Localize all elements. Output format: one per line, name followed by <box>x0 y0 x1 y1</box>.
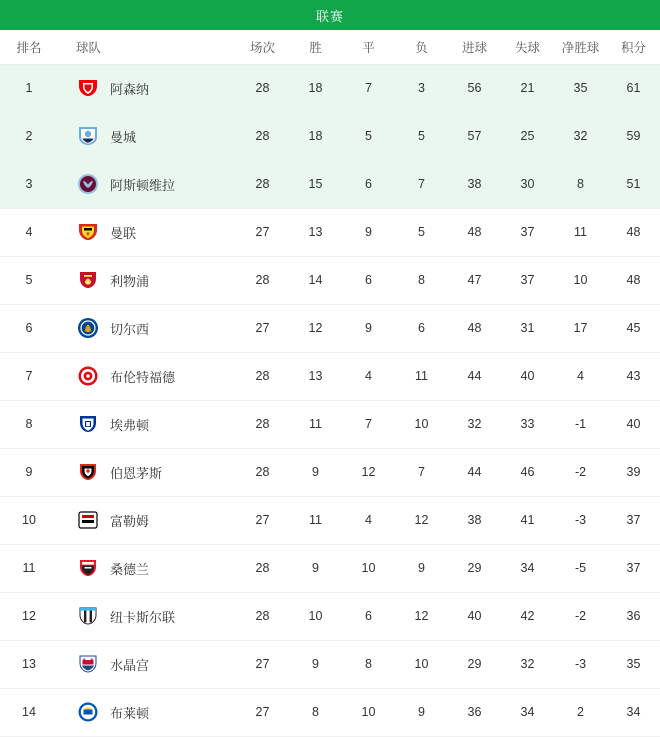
cell-team[interactable] <box>58 448 236 496</box>
cell-team[interactable] <box>58 592 236 640</box>
cell-points: 48 <box>607 256 660 304</box>
cell-points: 61 <box>607 64 660 112</box>
cell-goals-against: 37 <box>501 208 554 256</box>
cell-played: 27 <box>236 496 289 544</box>
cell-team[interactable] <box>58 544 236 592</box>
cell-rank: 13 <box>0 640 58 688</box>
team-name: 埃弗顿 <box>110 417 150 433</box>
cell-draw: 4 <box>342 496 395 544</box>
cell-played: 27 <box>236 688 289 736</box>
cell-loss: 12 <box>395 592 448 640</box>
cell-draw: 10 <box>342 688 395 736</box>
cell-goal-diff: -5 <box>554 544 607 592</box>
cell-points: 43 <box>607 352 660 400</box>
cell-draw: 4 <box>342 352 395 400</box>
cell-win: 8 <box>289 688 342 736</box>
team-cell <box>76 412 235 436</box>
cell-loss: 5 <box>395 112 448 160</box>
cell-team[interactable] <box>58 400 236 448</box>
cell-draw: 6 <box>342 592 395 640</box>
fulham-crest <box>76 508 100 532</box>
table-row[interactable] <box>0 256 660 304</box>
cell-played: 28 <box>236 352 289 400</box>
cell-team[interactable] <box>58 112 236 160</box>
team-name: 切尔西 <box>110 321 150 337</box>
cell-team[interactable] <box>58 160 236 208</box>
team-cell <box>76 604 235 628</box>
team-cell <box>76 460 235 484</box>
man-city-crest <box>76 124 100 148</box>
cell-loss: 8 <box>395 256 448 304</box>
cell-rank: 12 <box>0 592 58 640</box>
cell-points: 36 <box>607 592 660 640</box>
cell-goals-for: 38 <box>448 496 501 544</box>
cell-goals-against: 46 <box>501 448 554 496</box>
cell-rank: 2 <box>0 112 58 160</box>
cell-win: 12 <box>289 304 342 352</box>
column-header-loss: 负 <box>395 30 448 64</box>
cell-goals-for: 29 <box>448 544 501 592</box>
cell-goals-against: 30 <box>501 160 554 208</box>
table-row[interactable] <box>0 496 660 544</box>
cell-goals-against: 37 <box>501 256 554 304</box>
cell-goals-for: 56 <box>448 64 501 112</box>
team-cell <box>76 220 235 244</box>
cell-points: 37 <box>607 496 660 544</box>
cell-played: 28 <box>236 400 289 448</box>
team-cell <box>76 124 235 148</box>
cell-rank: 6 <box>0 304 58 352</box>
team-name: 阿森纳 <box>110 81 150 97</box>
cell-draw: 6 <box>342 160 395 208</box>
table-row[interactable] <box>0 640 660 688</box>
cell-goals-for: 40 <box>448 592 501 640</box>
cell-points: 34 <box>607 688 660 736</box>
cell-goal-diff: -2 <box>554 448 607 496</box>
cell-goal-diff: 4 <box>554 352 607 400</box>
cell-goal-diff: 2 <box>554 688 607 736</box>
cell-goal-diff: 35 <box>554 64 607 112</box>
team-cell <box>76 268 235 292</box>
column-header-draw: 平 <box>342 30 395 64</box>
cell-loss: 7 <box>395 160 448 208</box>
team-name: 富勒姆 <box>110 513 150 529</box>
team-cell <box>76 76 235 100</box>
bournemouth-crest <box>76 460 100 484</box>
column-header-ga: 失球 <box>501 30 554 64</box>
team-cell <box>76 316 235 340</box>
table-row[interactable] <box>0 208 660 256</box>
cell-win: 14 <box>289 256 342 304</box>
cell-draw: 7 <box>342 64 395 112</box>
team-cell <box>76 364 235 388</box>
cell-draw: 9 <box>342 304 395 352</box>
cell-win: 10 <box>289 592 342 640</box>
standings-table <box>0 30 660 737</box>
cell-points: 39 <box>607 448 660 496</box>
cell-goals-for: 44 <box>448 352 501 400</box>
team-cell <box>76 172 235 196</box>
cell-win: 9 <box>289 448 342 496</box>
cell-rank: 10 <box>0 496 58 544</box>
page-title-bar <box>0 0 660 30</box>
table-row[interactable] <box>0 688 660 736</box>
table-header-row <box>0 30 660 64</box>
team-cell <box>76 508 235 532</box>
cell-goals-for: 36 <box>448 688 501 736</box>
cell-points: 37 <box>607 544 660 592</box>
cell-played: 28 <box>236 256 289 304</box>
cell-goal-diff: -2 <box>554 592 607 640</box>
cell-draw: 7 <box>342 400 395 448</box>
team-cell <box>76 700 235 724</box>
cell-goal-diff: 8 <box>554 160 607 208</box>
cell-team[interactable] <box>58 256 236 304</box>
team-name: 布伦特福德 <box>110 369 176 385</box>
cell-goals-for: 44 <box>448 448 501 496</box>
cell-team[interactable] <box>58 352 236 400</box>
cell-played: 28 <box>236 544 289 592</box>
cell-team[interactable] <box>58 688 236 736</box>
cell-goal-diff: -3 <box>554 640 607 688</box>
team-name: 伯恩茅斯 <box>110 465 163 481</box>
cell-win: 13 <box>289 208 342 256</box>
column-header-rank: 排名 <box>0 30 58 64</box>
column-header-points: 积分 <box>607 30 660 64</box>
cell-played: 28 <box>236 160 289 208</box>
table-row[interactable] <box>0 64 660 112</box>
cell-win: 18 <box>289 64 342 112</box>
cell-loss: 11 <box>395 352 448 400</box>
team-name: 桑德兰 <box>110 561 150 577</box>
cell-points: 51 <box>607 160 660 208</box>
table-row[interactable] <box>0 400 660 448</box>
cell-rank: 4 <box>0 208 58 256</box>
cell-goals-against: 40 <box>501 352 554 400</box>
cell-played: 28 <box>236 592 289 640</box>
cell-played: 27 <box>236 304 289 352</box>
cell-rank: 3 <box>0 160 58 208</box>
team-name: 布莱顿 <box>110 705 150 721</box>
cell-draw: 12 <box>342 448 395 496</box>
cell-goal-diff: 10 <box>554 256 607 304</box>
cell-win: 15 <box>289 160 342 208</box>
column-header-team: 球队 <box>58 30 236 64</box>
cell-draw: 10 <box>342 544 395 592</box>
cell-goals-against: 21 <box>501 64 554 112</box>
team-name: 阿斯顿维拉 <box>110 177 176 193</box>
everton-crest <box>76 412 100 436</box>
cell-goals-against: 32 <box>501 640 554 688</box>
table-row[interactable] <box>0 592 660 640</box>
column-header-gf: 进球 <box>448 30 501 64</box>
cell-points: 35 <box>607 640 660 688</box>
cell-goals-against: 34 <box>501 544 554 592</box>
cell-rank: 7 <box>0 352 58 400</box>
column-header-win: 胜 <box>289 30 342 64</box>
table-row[interactable] <box>0 352 660 400</box>
cell-rank: 11 <box>0 544 58 592</box>
team-name: 水晶宫 <box>110 657 150 673</box>
team-name: 纽卡斯尔联 <box>110 609 176 625</box>
cell-goal-diff: 17 <box>554 304 607 352</box>
cell-loss: 7 <box>395 448 448 496</box>
cell-goals-for: 47 <box>448 256 501 304</box>
cell-goal-diff: 32 <box>554 112 607 160</box>
cell-points: 59 <box>607 112 660 160</box>
liverpool-crest <box>76 268 100 292</box>
cell-draw: 6 <box>342 256 395 304</box>
cell-goals-for: 57 <box>448 112 501 160</box>
newcastle-crest <box>76 604 100 628</box>
cell-draw: 9 <box>342 208 395 256</box>
chelsea-crest <box>76 316 100 340</box>
cell-win: 13 <box>289 352 342 400</box>
cell-loss: 9 <box>395 544 448 592</box>
cell-loss: 12 <box>395 496 448 544</box>
table-row[interactable] <box>0 304 660 352</box>
cell-loss: 10 <box>395 640 448 688</box>
cell-win: 11 <box>289 496 342 544</box>
cell-played: 28 <box>236 448 289 496</box>
cell-rank: 9 <box>0 448 58 496</box>
cell-played: 28 <box>236 64 289 112</box>
cell-goals-for: 48 <box>448 208 501 256</box>
cell-goals-for: 38 <box>448 160 501 208</box>
team-name: 利物浦 <box>110 273 150 289</box>
team-name: 曼城 <box>110 129 137 145</box>
team-name: 曼联 <box>110 225 137 241</box>
cell-loss: 3 <box>395 64 448 112</box>
cell-goals-against: 34 <box>501 688 554 736</box>
cell-played: 27 <box>236 208 289 256</box>
cell-points: 40 <box>607 400 660 448</box>
cell-goal-diff: -1 <box>554 400 607 448</box>
cell-played: 28 <box>236 112 289 160</box>
brighton-crest <box>76 700 100 724</box>
man-united-crest <box>76 220 100 244</box>
cell-loss: 10 <box>395 400 448 448</box>
cell-goals-for: 29 <box>448 640 501 688</box>
cell-goal-diff: 11 <box>554 208 607 256</box>
cell-rank: 1 <box>0 64 58 112</box>
cell-win: 11 <box>289 400 342 448</box>
cell-draw: 8 <box>342 640 395 688</box>
cell-goals-against: 31 <box>501 304 554 352</box>
cell-loss: 9 <box>395 688 448 736</box>
cell-goal-diff: -3 <box>554 496 607 544</box>
column-header-gd: 净胜球 <box>554 30 607 64</box>
cell-loss: 5 <box>395 208 448 256</box>
cell-points: 48 <box>607 208 660 256</box>
team-cell <box>76 556 235 580</box>
cell-draw: 5 <box>342 112 395 160</box>
cell-goals-against: 41 <box>501 496 554 544</box>
brentford-crest <box>76 364 100 388</box>
page-title: 联赛 <box>315 8 344 24</box>
cell-win: 18 <box>289 112 342 160</box>
cell-team[interactable] <box>58 208 236 256</box>
table-row[interactable] <box>0 544 660 592</box>
crystal-palace-crest <box>76 652 100 676</box>
cell-rank: 5 <box>0 256 58 304</box>
cell-team[interactable] <box>58 304 236 352</box>
arsenal-crest <box>76 76 100 100</box>
sunderland-crest <box>76 556 100 580</box>
cell-points: 45 <box>607 304 660 352</box>
cell-win: 9 <box>289 640 342 688</box>
cell-goals-for: 32 <box>448 400 501 448</box>
table-row[interactable] <box>0 448 660 496</box>
cell-goals-against: 25 <box>501 112 554 160</box>
column-header-played: 场次 <box>236 30 289 64</box>
cell-win: 9 <box>289 544 342 592</box>
cell-rank: 14 <box>0 688 58 736</box>
team-cell <box>76 652 235 676</box>
table-row[interactable] <box>0 160 660 208</box>
cell-team[interactable] <box>58 496 236 544</box>
cell-team[interactable] <box>58 64 236 112</box>
cell-played: 27 <box>236 640 289 688</box>
aston-villa-crest <box>76 172 100 196</box>
table-row[interactable] <box>0 112 660 160</box>
cell-goals-for: 48 <box>448 304 501 352</box>
cell-goals-against: 42 <box>501 592 554 640</box>
cell-rank: 8 <box>0 400 58 448</box>
cell-loss: 6 <box>395 304 448 352</box>
cell-goals-against: 33 <box>501 400 554 448</box>
cell-team[interactable] <box>58 640 236 688</box>
